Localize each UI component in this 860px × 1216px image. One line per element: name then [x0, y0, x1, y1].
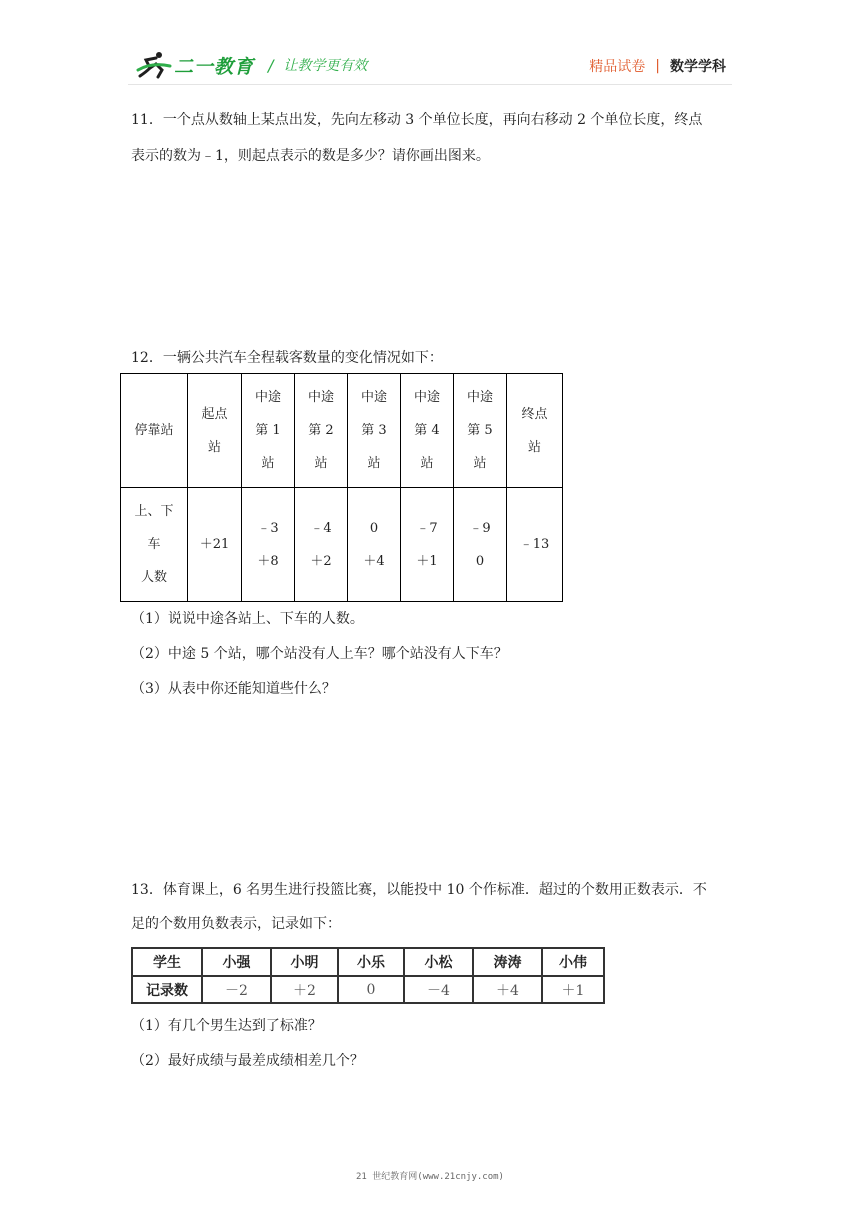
page-footer: 21 世纪教育网(www.21cnjy.com) [356, 1172, 504, 1182]
table-cell: ＋1 [542, 976, 604, 1003]
table-cell: 上、下 车 人数 [121, 488, 188, 602]
table-cell: 中途 第 1 站 [242, 374, 295, 488]
table-cell: 终点 站 [507, 374, 563, 488]
table-cell: 0 [338, 976, 404, 1003]
table-row-records [132, 976, 604, 1003]
header-bar: | [655, 58, 660, 74]
table-cell: ﹣4 ＋2 [295, 488, 348, 602]
q12-sub1: （1）说说中途各站上、下车的人数。 [131, 611, 364, 627]
table-cell: ﹣9 0 [454, 488, 507, 602]
table-cell: 小松 [404, 948, 473, 976]
table-cell: ＋2 [271, 976, 338, 1003]
q13-line2: 足的个数用负数表示，记录如下： [131, 916, 341, 932]
table-cell: ﹣3 ＋8 [242, 488, 295, 602]
table-cell: 中途 第 2 站 [295, 374, 348, 488]
runner-icon [136, 50, 172, 80]
header-subject: 数学学科 [670, 59, 726, 75]
table-cell: ＋21 [188, 488, 242, 602]
q12-sub3: （3）从表中你还能知道些什么？ [131, 681, 336, 697]
table-cell: －2 [202, 976, 271, 1003]
shooting-record-table [131, 947, 605, 1004]
q11-line2: 表示的数为﹣1，则起点表示的数是多少？请你画出图来。 [131, 148, 490, 164]
logo-slogan: 让教学更有效 [283, 58, 368, 74]
table-cell: ﹣13 [507, 488, 563, 602]
table-cell: 小强 [202, 948, 271, 976]
table-cell: －4 [404, 976, 473, 1003]
q13-sub2: （2）最好成绩与最差成绩相差几个？ [131, 1053, 364, 1069]
logo-text: 二一教育 [174, 55, 255, 78]
table-cell: 学生 [132, 948, 202, 976]
table-cell: 起点 站 [188, 374, 242, 488]
table-row-students [132, 948, 604, 976]
header-divider [128, 84, 732, 85]
table-cell: 0 ＋4 [348, 488, 401, 602]
table-cell: 记录数 [132, 976, 202, 1003]
table-cell: 小乐 [338, 948, 404, 976]
q11-line1: 11．一个点从数轴上某点出发，先向左移动 3 个单位长度，再向右移动 2 个单位长度，终点 [131, 112, 703, 128]
table-cell: 小伟 [542, 948, 604, 976]
table-cell: ＋4 [473, 976, 542, 1003]
bus-passenger-table [120, 373, 563, 602]
q13-line1: 13．体育课上，6 名男生进行投篮比赛，以能投中 10 个作标准．超过的个数用正数表示．不 [131, 882, 707, 898]
q12-intro: 12．一辆公共汽车全程载客数量的变化情况如下： [131, 350, 443, 366]
table-row-stations [121, 374, 563, 488]
header-tag: 精品试卷 [589, 59, 646, 75]
table-cell: 中途 第 5 站 [454, 374, 507, 488]
table-cell: ﹣7 ＋1 [401, 488, 454, 602]
header-right [589, 56, 726, 76]
table-row-changes [121, 488, 563, 602]
table-cell: 中途 第 3 站 [348, 374, 401, 488]
brand-logo [136, 48, 367, 82]
table-cell: 停靠站 [121, 374, 188, 488]
table-cell: 小明 [271, 948, 338, 976]
logo-separator: / [268, 55, 274, 75]
q13-sub1: （1）有几个男生达到了标准？ [131, 1018, 322, 1034]
table-cell: 涛涛 [473, 948, 542, 976]
table-cell: 中途 第 4 站 [401, 374, 454, 488]
q12-sub2: （2）中途 5 个站，哪个站没有人上车？哪个站没有人下车？ [131, 646, 508, 662]
